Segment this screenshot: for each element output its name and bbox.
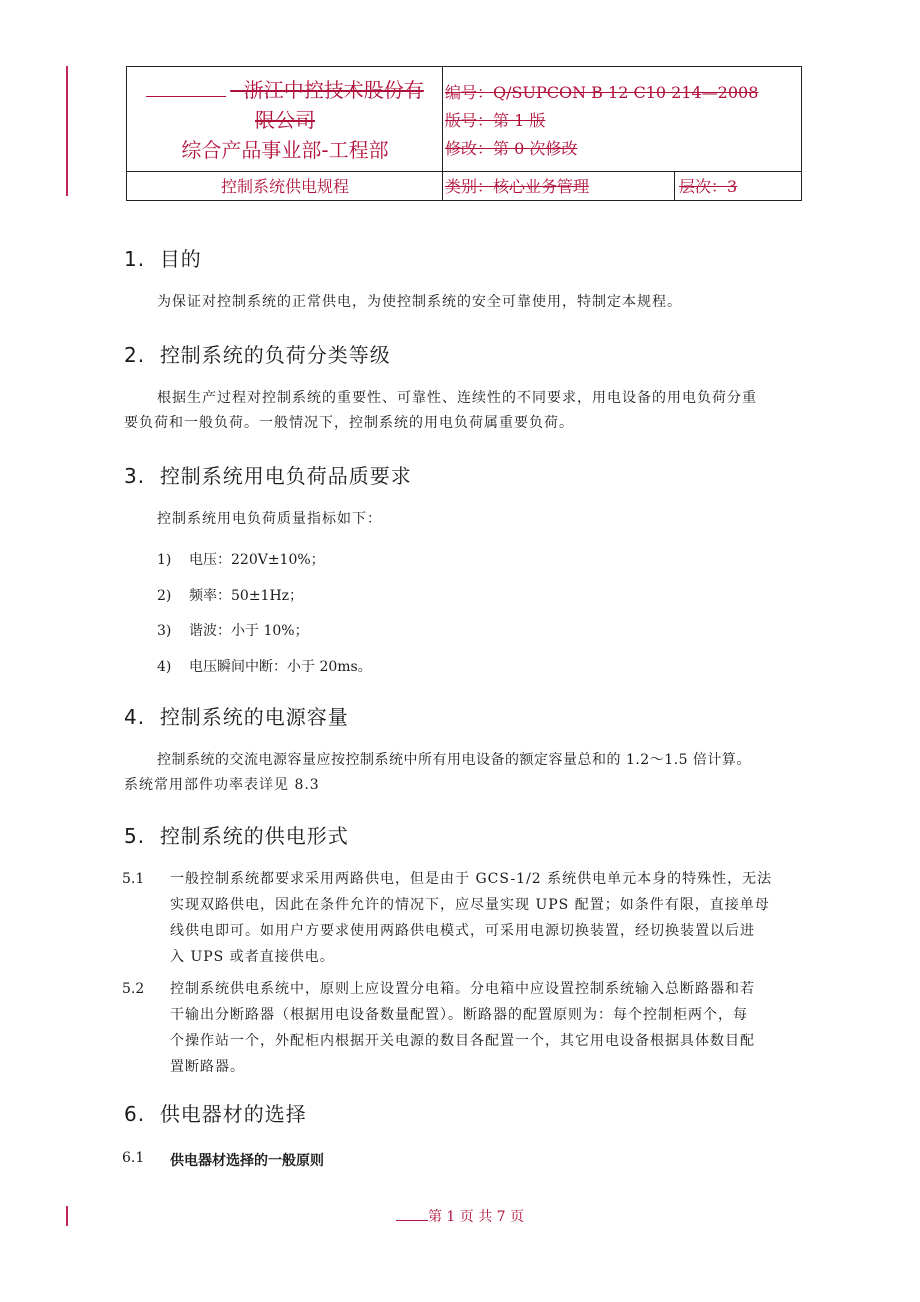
- document-category: 类别：核心业务管理: [445, 177, 590, 196]
- document-title: 控制系统供电规程: [220, 177, 349, 196]
- section-heading-4: 4. 控制系统的电源容量: [124, 705, 349, 729]
- section-heading-5: 5. 控制系统的供电形式: [124, 824, 349, 848]
- document-header-table: [126, 66, 802, 201]
- section-4-text-line2: 系统常用部件功率表详见 8.3: [124, 777, 320, 793]
- company-name: - 浙江中控技术股份有 限公司 综合产品事业部-工程部: [127, 67, 443, 171]
- section-2-text-line2: 要负荷和一般负荷。一般情况下，控制系统的用电负荷属重要负荷。: [124, 415, 574, 431]
- document-version: 版号：第 1 版: [445, 111, 546, 130]
- document-code: 编号：Q/SUPCON B 12 C10 214—2008: [445, 83, 759, 102]
- subsection-5-2-text: 控制系统供电系统中，原则上应设置分电箱。分电箱中应设置控制系统输入总断路器和若 干输出分断路器（根据用电设备数量配置）。断路器的配置原则为：每个控制柜两个，每 个操作站一个，外配柜内根据开关电源的数目各配置一个，其它用电设备根据具体数目配 置断路器。: [170, 981, 755, 1075]
- subsection-5-1-text: 一般控制系统都要求采用两路供电，但是由于 GCS-1/2 系统供电单元本身的特殊性，无法 实现双路供电，因此在条件允许的情况下，应尽量实现 UPS 配置；如条件有限，直接单母 线供电即可。如用户方要求使用两路供电模式，可采用电源切换装置，经切换装置以后进 入 UPS 或者直接供电。: [170, 871, 773, 965]
- subsection-number: 5.2: [122, 981, 145, 997]
- list-item: 3) 谐波：小于 10%；: [157, 623, 309, 639]
- page-number: 第 1 页 共 7 页: [427, 1209, 525, 1225]
- document-revision: 修改：第 0 次修改: [445, 139, 578, 158]
- section-4-text-line1: 控制系统的交流电源容量应按控制系统中所有用电设备的额定容量总和的 1.2～1.5 倍计算。: [157, 752, 751, 768]
- section-3-intro: 控制系统用电负荷质量指标如下：: [157, 511, 382, 527]
- document-code-block: [443, 67, 803, 171]
- list-item: 4) 电压瞬间中断：小于 20ms。: [157, 659, 372, 675]
- section-heading-2: 2. 控制系统的负荷分类等级: [124, 343, 391, 367]
- document-level: 层次：3: [679, 177, 738, 196]
- subsection-6-1-title: 供电器材选择的一般原则: [170, 1153, 324, 1169]
- list-item: 1) 电压：220V±10%；: [157, 552, 325, 568]
- page-footer: [0, 1206, 920, 1226]
- section-heading-3: 3. 控制系统用电负荷品质要求: [124, 464, 412, 488]
- subsection-number: 5.1: [122, 871, 145, 887]
- section-1-text: 为保证对控制系统的正常供电，为使控制系统的安全可靠使用，特制定本规程。: [157, 294, 682, 310]
- section-heading-1: 1. 目的: [124, 247, 202, 271]
- section-2-text-line1: 根据生产过程对控制系统的重要性、可靠性、连续性的不同要求，用电设备的用电负荷分重: [157, 390, 757, 406]
- department-name: 综合产品事业部-工程部: [181, 138, 389, 162]
- margin-bar-top: [66, 66, 68, 196]
- list-item: 2) 频率：50±1Hz；: [157, 588, 304, 604]
- subsection-number: 6.1: [122, 1150, 145, 1166]
- section-heading-6: 6. 供电器材的选择: [124, 1102, 307, 1126]
